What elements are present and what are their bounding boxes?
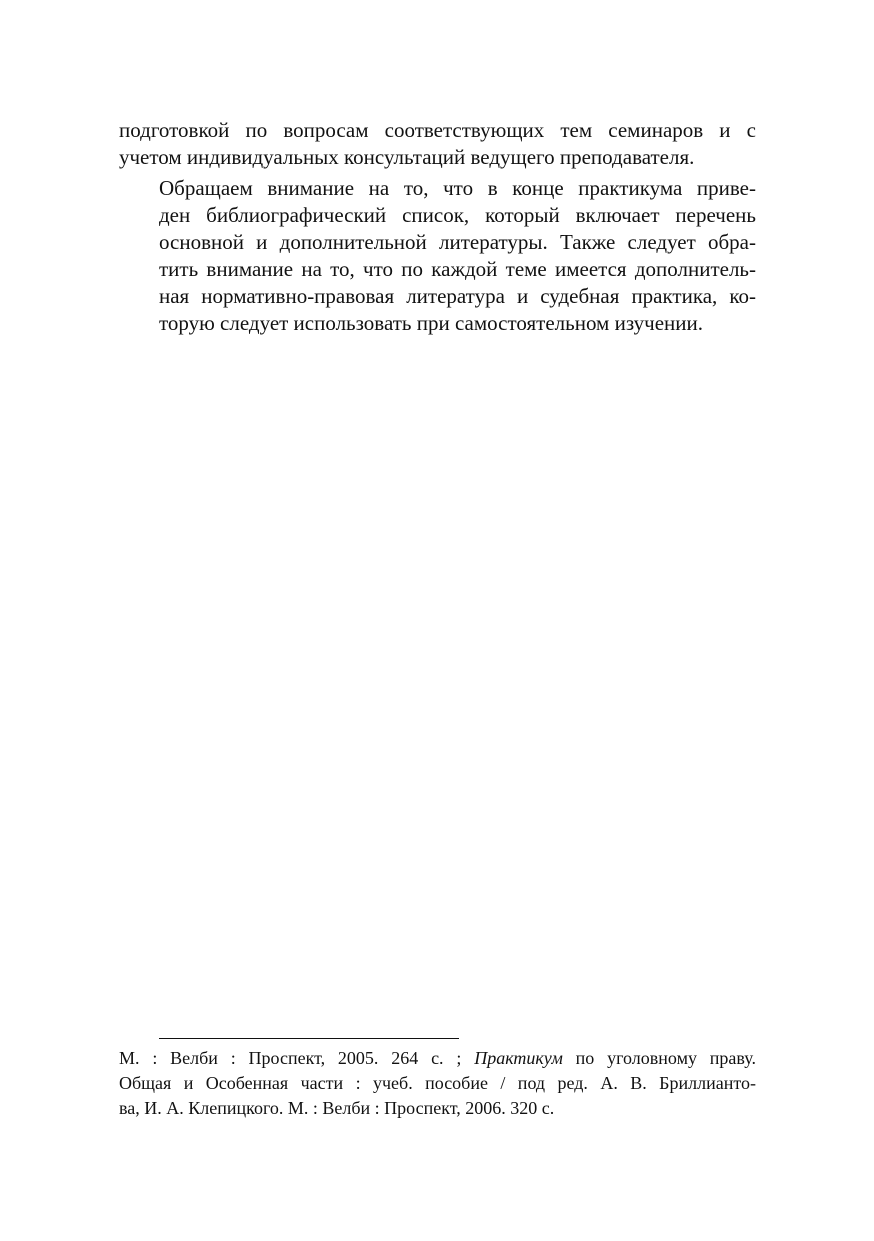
text-line: учетом индивидуальных консультаций ведущего преподавателя. — [119, 145, 695, 169]
text-line: ден библиографический список, который включает перечень — [159, 203, 756, 227]
paragraph-1 — [119, 117, 756, 171]
footnote-line — [119, 1046, 756, 1071]
text-line: подготовкой по вопросам соответствующих тем семинаров и с — [119, 118, 756, 142]
footnote-italic-title: Практикум — [474, 1048, 563, 1068]
footnote-line: Общая и Особенная части : учеб. пособие / под ред. А. В. Бриллианто- — [119, 1073, 756, 1093]
footnote — [119, 1046, 756, 1121]
footnote-text: по уголовному праву. — [562, 1048, 756, 1068]
text-line: тить внимание на то, что по каждой теме имеется дополнитель- — [159, 257, 756, 281]
footnote-line: ва, И. А. Клепицкого. М. : Велби : Проспект, 2006. 320 с. — [119, 1098, 555, 1118]
text-line: ная нормативно-правовая литература и судебная практика, ко- — [159, 284, 756, 308]
text-line: основной и дополнительной литературы. Также следует обра- — [159, 230, 756, 254]
footnote-separator — [159, 1038, 459, 1039]
paragraph-2 — [119, 175, 756, 337]
footnote-text: М. : Велби : Проспект, 2005. 264 с. ; — [119, 1048, 475, 1068]
main-text — [119, 117, 756, 341]
text-line: Обращаем внимание на то, что в конце практикума приве- — [159, 176, 756, 200]
text-line: торую следует использовать при самостоятельном изучении. — [159, 311, 704, 335]
